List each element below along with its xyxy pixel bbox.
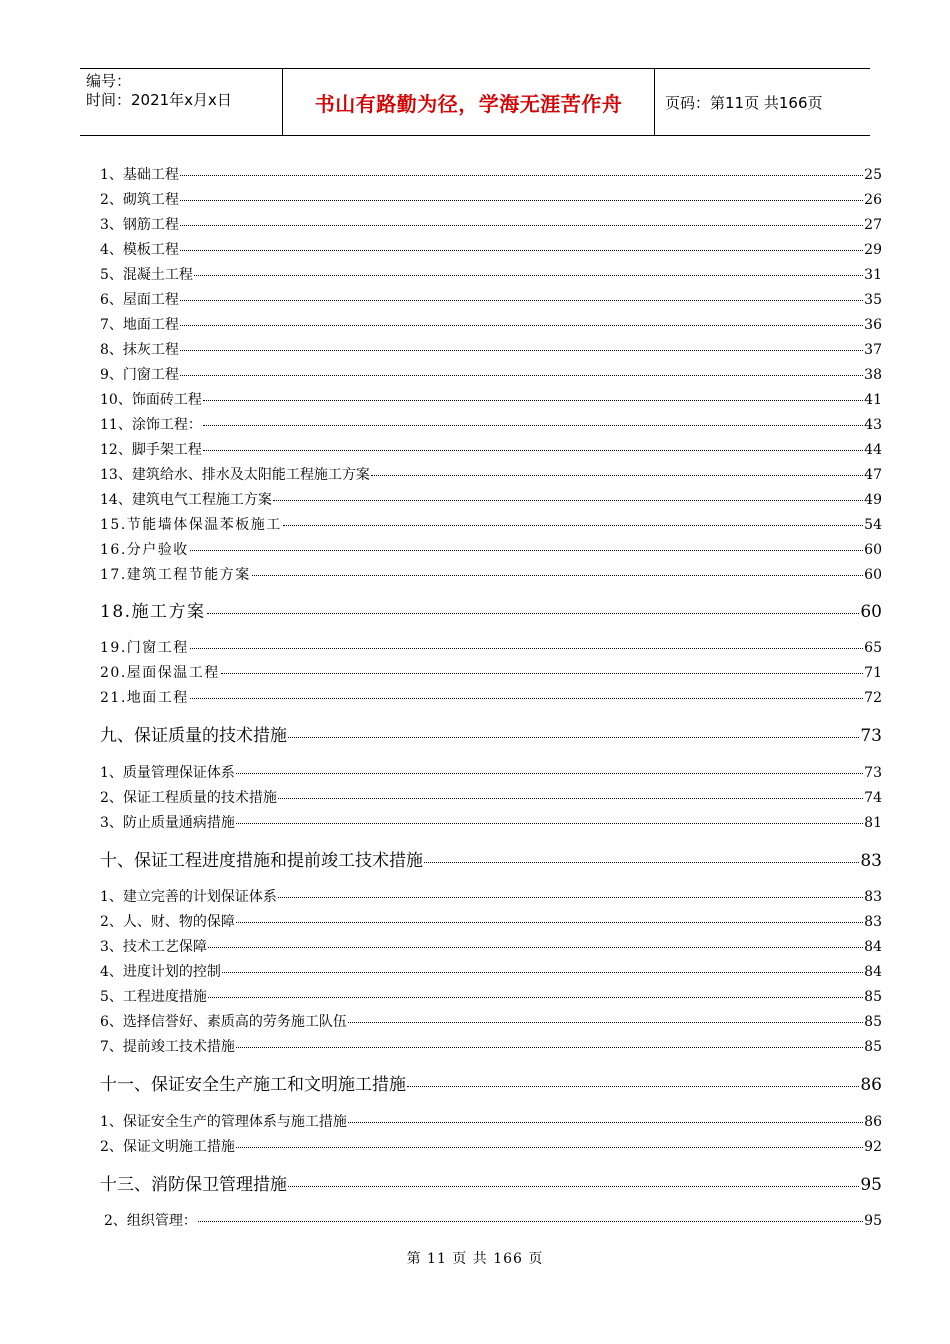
toc-entry[interactable] — [100, 489, 882, 509]
toc-entry-page: 85 — [864, 989, 882, 1005]
toc-dot-leader — [203, 400, 863, 401]
toc-entry-page: 60 — [860, 602, 882, 622]
toc-dot-leader — [348, 1122, 863, 1123]
toc-entry[interactable] — [100, 1136, 882, 1156]
page-header — [80, 68, 870, 136]
toc-entry[interactable] — [100, 961, 882, 981]
toc-entry-page: 35 — [864, 292, 882, 308]
toc-entry-title: 5、工程进度措施 — [100, 989, 207, 1005]
toc-dot-leader — [180, 350, 863, 351]
toc-dot-leader — [203, 450, 863, 451]
toc-dot-leader — [371, 475, 863, 476]
toc-entry[interactable] — [100, 1036, 882, 1056]
toc-entry-title: 13、建筑给水、排水及太阳能工程施工方案 — [100, 467, 370, 483]
toc-dot-leader — [194, 275, 863, 276]
toc-entry-page: 65 — [864, 640, 882, 656]
toc-entry-title: 1、质量管理保证体系 — [100, 765, 235, 781]
toc-entry-title: 20.屋面保温工程 — [100, 665, 220, 681]
toc-entry[interactable] — [100, 637, 882, 657]
toc-dot-leader — [252, 575, 863, 576]
toc-dot-leader — [180, 250, 863, 251]
toc-entry[interactable] — [100, 339, 882, 359]
toc-entry-page: 86 — [864, 1114, 882, 1130]
toc-entry-title: 3、防止质量通病措施 — [100, 815, 235, 831]
toc-entry-title: 九、保证质量的技术措施 — [100, 726, 287, 746]
toc-entry[interactable] — [100, 164, 882, 184]
toc-entry-title: 8、抹灰工程 — [100, 342, 179, 358]
toc-dot-leader — [198, 1221, 863, 1222]
toc-entry-page: 47 — [864, 467, 882, 483]
footer-page-text: 第 11 页 共 166 页 — [406, 1251, 544, 1267]
toc-entry-title: 5、混凝土工程 — [100, 267, 193, 283]
toc-entry[interactable] — [100, 464, 882, 484]
toc-dot-leader — [190, 648, 863, 649]
toc-dot-leader — [407, 1086, 859, 1087]
toc-entry-title: 17.建筑工程节能方案 — [100, 567, 251, 583]
toc-entry-page: 73 — [860, 726, 882, 746]
toc-dot-leader — [190, 550, 863, 551]
toc-entry-page: 83 — [864, 889, 882, 905]
toc-dot-leader — [236, 773, 863, 774]
toc-entry-page: 81 — [864, 815, 882, 831]
toc-dot-leader — [236, 1047, 863, 1048]
toc-entry[interactable] — [100, 314, 882, 334]
toc-dot-leader — [424, 862, 859, 863]
toc-entry[interactable] — [100, 364, 882, 384]
toc-entry[interactable] — [100, 439, 882, 459]
toc-entry-title: 7、提前竣工技术措施 — [100, 1039, 235, 1055]
toc-dot-leader — [236, 1147, 863, 1148]
toc-entry[interactable] — [100, 687, 882, 707]
toc-entry[interactable] — [100, 564, 882, 584]
toc-dot-leader — [208, 997, 863, 998]
toc-entry-title: 十三、消防保卫管理措施 — [100, 1175, 287, 1195]
toc-dot-leader — [221, 673, 863, 674]
page-footer — [0, 1248, 950, 1268]
toc-entry-page: 84 — [864, 939, 882, 955]
toc-entry-title: 4、进度计划的控制 — [100, 964, 221, 980]
toc-entry-title: 11、涂饰工程： — [100, 417, 202, 433]
toc-entry-page: 37 — [864, 342, 882, 358]
page-indicator: 页码：第11页 共166页 — [665, 93, 823, 112]
toc-entry-page: 60 — [864, 567, 882, 583]
toc-entry-title: 3、技术工艺保障 — [100, 939, 207, 955]
toc-entry[interactable] — [100, 189, 882, 209]
toc-entry[interactable] — [100, 389, 882, 409]
toc-entry-page: 27 — [864, 217, 882, 233]
toc-dot-leader — [208, 947, 863, 948]
toc-dot-leader — [288, 1186, 859, 1187]
toc-dot-leader — [190, 698, 863, 699]
toc-dot-leader — [288, 737, 859, 738]
toc-entry[interactable] — [100, 1070, 882, 1094]
toc-entry-page: 83 — [860, 851, 882, 871]
date-label: 时间：2021年x月x日 — [86, 91, 232, 109]
toc-entry-title: 2、保证工程质量的技术措施 — [100, 790, 277, 806]
toc-entry-title: 2、砌筑工程 — [100, 192, 179, 208]
toc-entry-title: 21.地面工程 — [100, 690, 189, 706]
toc-entry-title: 3、钢筋工程 — [100, 217, 179, 233]
header-motto-cell — [282, 69, 655, 135]
toc-entry-page: 72 — [864, 690, 882, 706]
toc-entry-page: 49 — [864, 492, 882, 508]
toc-entry[interactable] — [100, 239, 882, 259]
toc-entry-page: 73 — [864, 765, 882, 781]
toc-entry[interactable] — [100, 662, 882, 682]
toc-entry-page: 83 — [864, 914, 882, 930]
toc-dot-leader — [180, 225, 863, 226]
toc-dot-leader — [273, 500, 863, 501]
toc-entry-page: 85 — [864, 1039, 882, 1055]
toc-dot-leader — [203, 425, 863, 426]
toc-dot-leader — [236, 922, 863, 923]
toc-dot-leader — [236, 823, 863, 824]
toc-entry[interactable] — [100, 1111, 882, 1131]
toc-entry-title: 1、建立完善的计划保证体系 — [100, 889, 277, 905]
toc-entry-page: 60 — [864, 542, 882, 558]
toc-entry-page: 95 — [864, 1213, 882, 1229]
toc-entry-title: 15.节能墙体保温苯板施工 — [100, 517, 282, 533]
toc-entry[interactable] — [100, 936, 882, 956]
toc-entry-title: 14、建筑电气工程施工方案 — [100, 492, 272, 508]
toc-entry[interactable] — [100, 264, 882, 284]
toc-entry[interactable] — [100, 812, 882, 832]
toc-entry-title: 16.分户验收 — [100, 542, 189, 558]
toc-entry-title: 1、基础工程 — [100, 167, 179, 183]
toc-dot-leader — [207, 613, 860, 614]
toc-entry-page: 74 — [864, 790, 882, 806]
toc-entry-title: 1、保证安全生产的管理体系与施工措施 — [100, 1114, 347, 1130]
toc-entry[interactable] — [100, 597, 882, 621]
toc-entry[interactable] — [100, 1011, 882, 1031]
toc-entry-page: 29 — [864, 242, 882, 258]
toc-entry-page: 31 — [864, 267, 882, 283]
toc-dot-leader — [278, 897, 863, 898]
toc-entry-page: 44 — [864, 442, 882, 458]
toc-entry-title: 19.门窗工程 — [100, 640, 189, 656]
toc-entry-title: 6、屋面工程 — [100, 292, 179, 308]
toc-entry-page: 92 — [864, 1139, 882, 1155]
number-label: 编号： — [86, 72, 132, 90]
toc-entry[interactable] — [100, 911, 882, 931]
toc-entry-page: 41 — [864, 392, 882, 408]
toc-entry[interactable] — [100, 986, 882, 1006]
toc-entry-page: 86 — [860, 1075, 882, 1095]
toc-entry[interactable] — [100, 721, 882, 745]
motto-text: 书山有路勤为径，学海无涯苦作舟 — [314, 91, 623, 116]
toc-entry-page: 95 — [860, 1175, 882, 1195]
toc-entry-title: 十、保证工程进度措施和提前竣工技术措施 — [100, 851, 423, 871]
toc-entry-page: 43 — [864, 417, 882, 433]
toc-entry[interactable] — [100, 787, 882, 807]
toc-entry-page: 85 — [864, 1014, 882, 1030]
toc-entry[interactable] — [104, 1210, 882, 1230]
toc-entry-page: 38 — [864, 367, 882, 383]
toc-entry-title: 18.施工方案 — [100, 602, 206, 622]
toc-entry-title: 10、饰面砖工程 — [100, 392, 202, 408]
toc-entry-title: 2、组织管理： — [104, 1213, 197, 1229]
toc-entry-title: 4、模板工程 — [100, 242, 179, 258]
toc-dot-leader — [180, 300, 863, 301]
toc-entry[interactable] — [100, 886, 882, 906]
toc-dot-leader — [222, 972, 863, 973]
toc-entry-page: 26 — [864, 192, 882, 208]
header-info — [80, 69, 282, 135]
toc-dot-leader — [180, 325, 863, 326]
toc-entry[interactable] — [100, 289, 882, 309]
toc-entry-title: 7、地面工程 — [100, 317, 179, 333]
toc-dot-leader — [180, 375, 863, 376]
toc-entry[interactable] — [100, 762, 882, 782]
toc-entry[interactable] — [100, 539, 882, 559]
toc-entry[interactable] — [100, 1170, 882, 1194]
toc-entry-page: 84 — [864, 964, 882, 980]
toc-dot-leader — [278, 798, 863, 799]
toc-dot-leader — [283, 525, 863, 526]
toc-entry[interactable] — [100, 514, 882, 534]
header-page-cell — [655, 69, 870, 135]
toc-entry-page: 36 — [864, 317, 882, 333]
toc-entry[interactable] — [100, 846, 882, 870]
toc-dot-leader — [180, 200, 863, 201]
toc-dot-leader — [348, 1022, 863, 1023]
toc-entry-title: 12、脚手架工程 — [100, 442, 202, 458]
toc-entry[interactable] — [100, 214, 882, 234]
toc-entry-page: 54 — [864, 517, 882, 533]
toc-entry-title: 9、门窗工程 — [100, 367, 179, 383]
toc-entry-title: 6、选择信誉好、素质高的劳务施工队伍 — [100, 1014, 347, 1030]
toc-dot-leader — [180, 175, 863, 176]
toc-entry-title: 2、保证文明施工措施 — [100, 1139, 235, 1155]
toc-entry-page: 25 — [864, 167, 882, 183]
toc-entry[interactable] — [100, 414, 882, 434]
toc-entry-page: 71 — [864, 665, 882, 681]
toc-entry-title: 2、人、财、物的保障 — [100, 914, 235, 930]
toc-entry-title: 十一、保证安全生产施工和文明施工措施 — [100, 1075, 406, 1095]
